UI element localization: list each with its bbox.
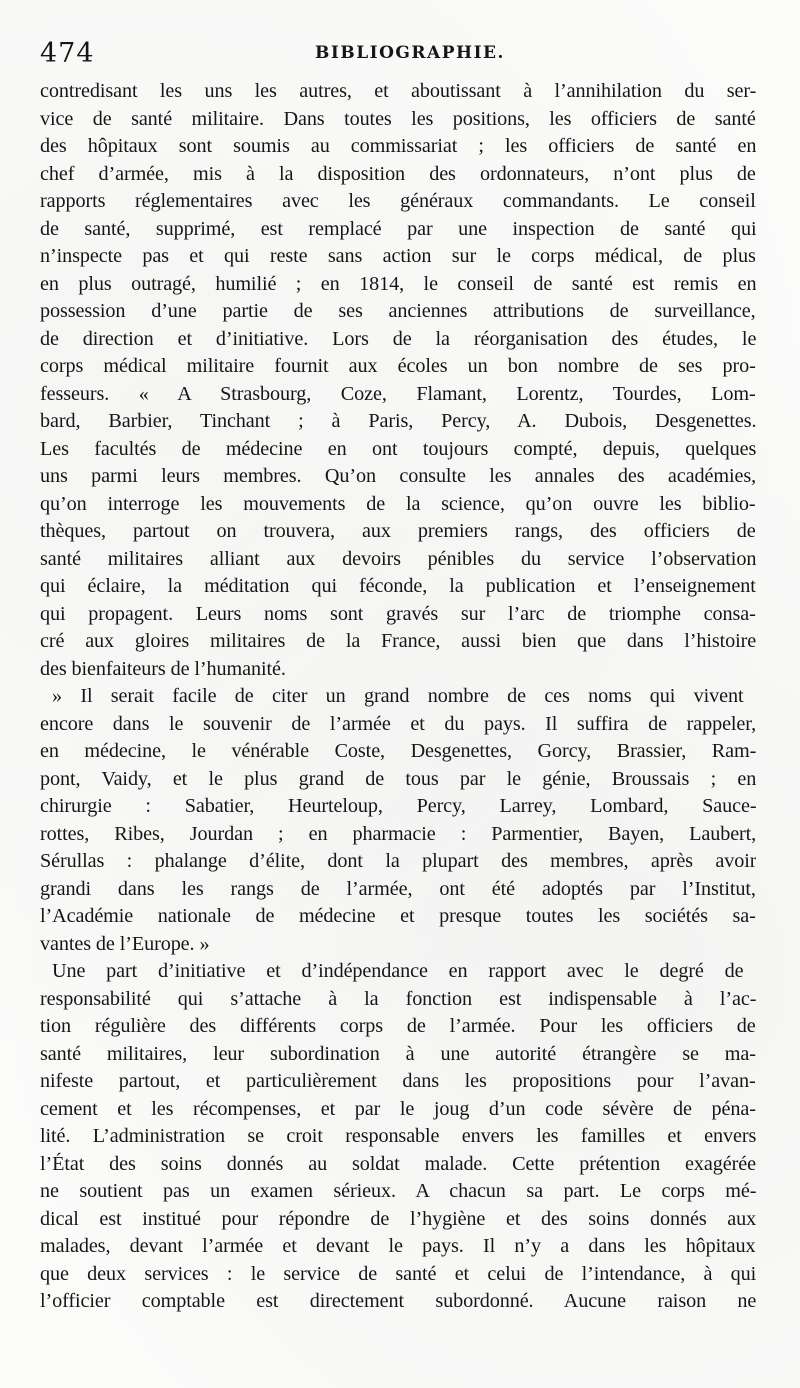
text-line: l’État des soins donnés au soldat malade. Cette prétention exagérée — [40, 1152, 756, 1175]
text-line: malades, devant l’armée et devant le pays. Il n’y a dans les hôpitaux — [40, 1235, 756, 1257]
text-line: fesseurs. « A Strasbourg, Coze, Flamant, Lorentz, Tourdes, Lom- — [40, 382, 756, 405]
text-line: chef d’armée, mis à la disposition des ordonnateurs, n’ont plus de — [40, 162, 756, 185]
text-line: santé militaires alliant aux devoirs pénibles du service l’observation — [40, 547, 756, 570]
text-line: » Il serait facile de citer un grand nombre de ces noms qui vivent — [52, 685, 744, 707]
text-line: cement et les récompenses, et par le joug d’un code sévère de péna- — [40, 1097, 756, 1120]
text-line: des bienfaiteurs de l’humanité. — [40, 657, 286, 680]
text-line: possession d’une partie de ses anciennes attributions de surveillance, — [40, 300, 756, 322]
text-line: en plus outragé, humilié ; en 1814, le conseil de santé est remis en — [40, 272, 756, 295]
text-line: Les facultés de médecine en ont toujours compté, depuis, quelques — [40, 437, 756, 460]
text-line: cré aux gloires militaires de la France, aussi bien que dans l’histoire — [40, 630, 756, 652]
text-line: ne soutient pas un examen sérieux. A chacun sa part. Le corps mé- — [40, 1180, 756, 1202]
text-line: l’Académie nationale de médecine et presque toutes les sociétés sa- — [40, 905, 756, 927]
text-line: que deux services : le service de santé et celui de l’intendance, à qui — [40, 1262, 756, 1285]
text-line: vice de santé militaire. Dans toutes les positions, les officiers de santé — [40, 107, 756, 130]
text-line: rottes, Ribes, Jourdan ; en pharmacie : Parmentier, Bayen, Laubert, — [40, 822, 756, 845]
text-line: responsabilité qui s’attache à la fonction est indispensable à l’ac- — [40, 987, 756, 1010]
text-line: Une part d’initiative et d’indépendance en rapport avec le degré de — [52, 960, 744, 982]
text-line: corps médical militaire fournit aux écoles un bon nombre de ses pro- — [40, 355, 756, 377]
text-line: en médecine, le vénérable Coste, Desgenettes, Gorcy, Brassier, Ram- — [40, 740, 756, 762]
text-line: qui éclaire, la méditation qui féconde, la publication et l’enseignement — [40, 575, 756, 597]
text-line: tion régulière des différents corps de l’armée. Pour les officiers de — [40, 1015, 756, 1037]
body-text — [40, 78, 756, 1316]
text-line: encore dans le souvenir de l’armée et du pays. Il suffira de rappeler, — [40, 712, 756, 735]
text-line: qui propagent. Leurs noms sont gravés sur l’arc de triomphe consa- — [40, 602, 756, 625]
text-line: vantes de l’Europe. » — [40, 932, 210, 955]
text-line: dical est institué pour répondre de l’hygiène et des soins donnés aux — [40, 1207, 756, 1230]
page-header — [40, 38, 750, 72]
text-line: bard, Barbier, Tinchant ; à Paris, Percy, A. Dubois, Desgenettes. — [40, 410, 756, 432]
text-line: lité. L’administration se croit responsable envers les familles et envers — [40, 1125, 756, 1147]
text-line: contredisant les uns les autres, et aboutissant à l’annihilation du ser- — [40, 80, 756, 102]
text-line: de direction et d’initiative. Lors de la réorganisation des études, le — [40, 327, 756, 350]
text-line: santé militaires, leur subordination à une autorité étrangère se ma- — [40, 1042, 756, 1065]
text-line: n’inspecte pas et qui reste sans action sur le corps médical, de plus — [40, 245, 756, 267]
text-line: nifeste partout, et particulièrement dans les propositions pour l’avan- — [40, 1070, 756, 1092]
text-line: rapports réglementaires avec les généraux commandants. Le conseil — [40, 190, 756, 212]
text-line: uns parmi leurs membres. Qu’on consulte les annales des académies, — [40, 465, 756, 487]
running-head: BIBLIOGRAPHIE. — [315, 43, 505, 63]
text-line: thèques, partout on trouvera, aux premiers rangs, des officiers de — [40, 520, 756, 542]
text-line: Sérullas : phalange d’élite, dont la plupart des membres, après avoir — [40, 850, 756, 872]
page-number: 474 — [40, 38, 95, 69]
text-line: grandi dans les rangs de l’armée, ont été adoptés par l’Institut, — [40, 877, 756, 900]
text-line: de santé, supprimé, est remplacé par une inspection de santé qui — [40, 217, 756, 240]
text-line: qu’on interroge les mouvements de la science, qu’on ouvre les biblio- — [40, 492, 756, 515]
text-line: chirurgie : Sabatier, Heurteloup, Percy, Larrey, Lombard, Sauce- — [40, 795, 756, 817]
text-line: pont, Vaidy, et le plus grand de tous par le génie, Broussais ; en — [40, 767, 756, 790]
text-line: l’officier comptable est directement subordonné. Aucune raison ne — [40, 1290, 756, 1312]
text-line: des hôpitaux sont soumis au commissariat ; les officiers de santé en — [40, 135, 756, 157]
